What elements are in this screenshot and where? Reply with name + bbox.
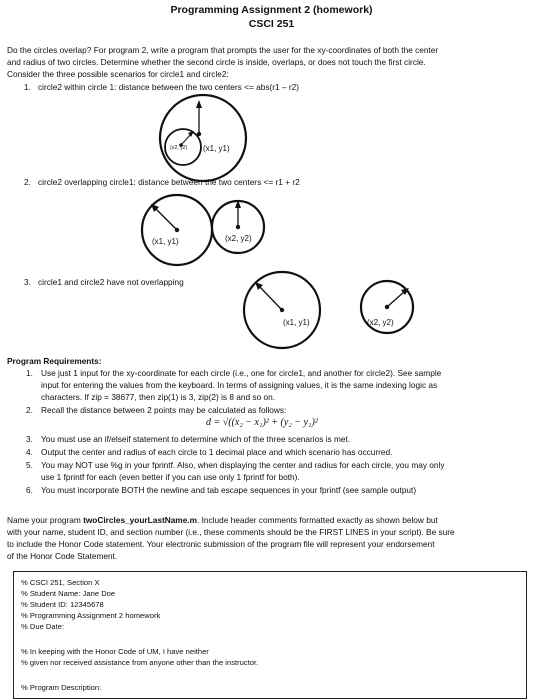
document-title: Programming Assignment 2 (homework) (170, 4, 373, 16)
scenario-text: circle2 within circle 1: distance between the two centers <= abs(r1 – r2) (38, 82, 300, 92)
radius-arrow (387, 291, 405, 307)
scenario-number: 3. (24, 277, 31, 287)
naming-line: to include the Honor Code statement. Your electronic submission of the program file will represent your endorsement (7, 539, 435, 549)
requirement-number: 3. (26, 434, 33, 444)
code-line: % Programming Assignment 2 homework (21, 611, 161, 620)
program-filename: twoCircles_yourLastName.m (83, 515, 197, 525)
center-label: (x1, y1) (152, 237, 179, 246)
arrowhead (196, 100, 202, 108)
code-line: % Program Description: (21, 683, 102, 692)
center-label: (x1, y1) (203, 144, 230, 153)
naming-suffix: . Include header comments formatted exactly as shown below but (197, 515, 438, 525)
circle1-outline (160, 95, 246, 181)
naming-prefix: Name your program (7, 515, 84, 525)
center-point (385, 305, 389, 309)
center-point (280, 308, 284, 312)
center-point (236, 225, 240, 229)
center-label: (x1, y1) (283, 318, 310, 327)
radius-arrow (258, 285, 282, 310)
course-code: CSCI 251 (248, 18, 295, 30)
requirement-number: 2. (26, 405, 33, 415)
requirement-number: 4. (26, 447, 33, 457)
naming-line: of the Honor Code Statement. (7, 551, 118, 561)
naming-line (7, 515, 438, 526)
distance-formula: d = √((x₂ − x₁)² + (y₂ − y₁)² (206, 417, 318, 428)
code-line: % Student ID: 12345678 (21, 600, 104, 609)
intro-line: Consider the three possible scenarios for circle1 and circle2: (7, 69, 229, 79)
code-line: % Due Date: (21, 622, 65, 631)
requirement-line: use 1 fprintf for each (even better if you can use only 1 fprintf for both). (41, 472, 300, 482)
center-label: (x2, y2) (367, 318, 394, 327)
code-line: % given nor received assistance from anyone other than the instructor. (21, 658, 259, 667)
code-line: % Student Name: Jane Doe (21, 589, 116, 598)
scenario-number: 2. (24, 177, 31, 187)
requirement-line: Use just 1 input for the xy-coordinate for each circle (i.e., one for circle1, and another for circle2). See sample (41, 368, 442, 378)
radius-arrow (154, 207, 177, 230)
center-label: (x2, y2) (225, 234, 252, 243)
center-point (197, 132, 201, 136)
header-comments-box (13, 571, 527, 699)
center-label: (x2, y2) (170, 145, 188, 151)
center-point (175, 228, 179, 232)
scenario-text: circle2 overlapping circle1: distance between the two centers <= r1 + r2 (38, 177, 300, 187)
requirement-number: 1. (26, 368, 33, 378)
intro-line: Do the circles overlap? For program 2, write a program that prompts the user for the xy-coordinates of both the center (7, 45, 439, 55)
code-line: % CSCI 251, Section X (21, 578, 100, 587)
intro-line: and radius of two circles. Determine whether the second circle is inside, overlaps, or does not touch the first circle. (7, 57, 426, 67)
requirement-line: Recall the distance between 2 points may be calculated as follows: (41, 405, 287, 415)
requirement-line: Output the center and radius of each circle to 1 decimal place and which scenario has occurred. (41, 447, 393, 457)
requirements-heading: Program Requirements: (7, 356, 102, 366)
scenario-number: 1. (24, 82, 31, 92)
requirement-line: input for entering the values from the keyboard. In terms of assigning values, it is the same indexing logic as (41, 380, 438, 390)
naming-line: with your name, student ID, and section number (i.e., these comments should be the FIRST LINES in your script). Be sure (7, 527, 455, 537)
scenario-text: circle1 and circle2 have not overlapping (38, 277, 184, 287)
requirement-line: You must incorporate BOTH the newline and tab escape sequences in your fprintf (see sample output) (41, 485, 417, 495)
requirement-line: characters. If zip = 38677, then zip(1) is 3, zip(2) is 8 and so on. (41, 392, 276, 402)
code-line: % In keeping with the Honor Code of UM, I have neither (21, 647, 209, 656)
requirement-line: You must use an if/elseif statement to determine which of the three scenarios is met. (41, 434, 351, 444)
requirement-number: 6. (26, 485, 33, 495)
requirement-number: 5. (26, 460, 33, 470)
requirement-line: You may NOT use %g in your fprintf. Also, when displaying the center and radius for each circle, you may only (41, 460, 445, 470)
